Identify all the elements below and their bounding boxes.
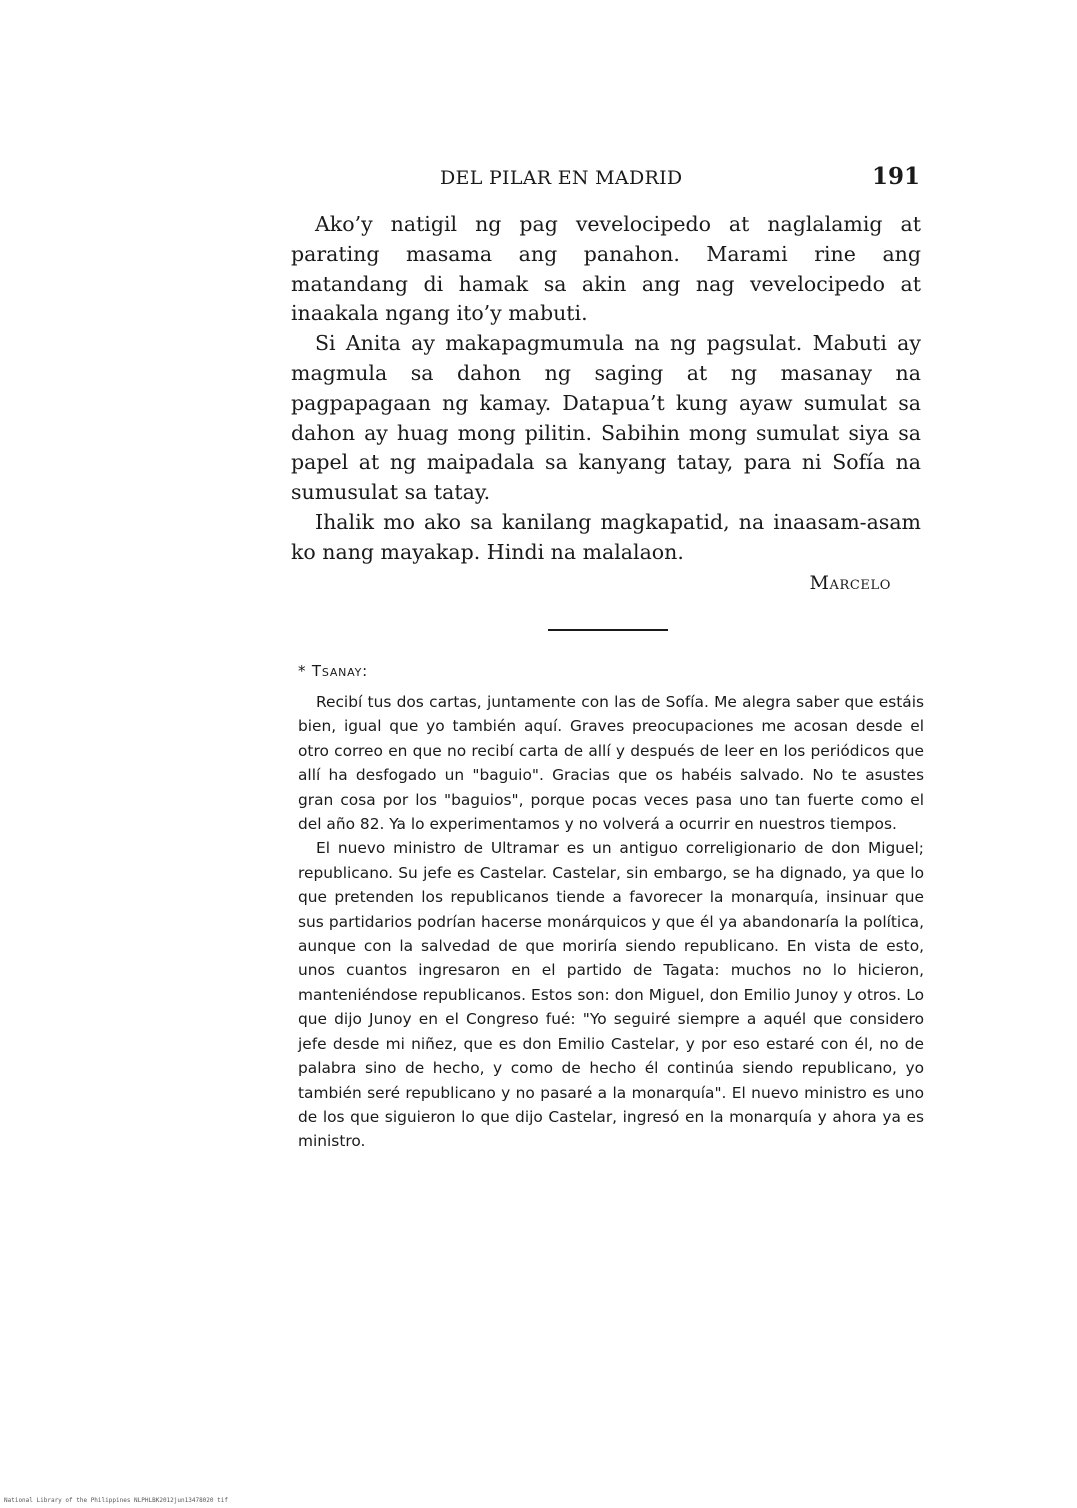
footnote-paragraph: El nuevo ministro de Ultramar es un antiguo correligionario de don Miguel; republicano. Su jefe es Castelar. Castelar, sin embargo, se ha dignado, ya que lo que pretenden los republicanos tiende a favorecer la monarquía, insinuar que sus partidarios podrían hacerse monárquicos y que él ya abandonaría la política, aunque con la salvedad de que moriría siendo republicano. En vista de esto, unos cuantos ingresaron en el partido de Tagata: muchos no lo hicieron, manteniéndose republicanos. Estos son: don Miguel, don Emilio Junoy y otros. Lo que dijo Junoy en el Congreso fué: "Yo seguiré siempre a aquél que considero jefe desde mi niñez, que es don Emilio Castelar, y por eso estaré con él, no de palabra sino de hecho, y como de hecho él continúa siendo republicano, yo también seré republicano y no pasaré a la monarquía". El nuevo ministro es uno de los que siguieron lo que dijo Castelar, ingresó en la monarquía y ahora ya es ministro. (298, 839, 924, 1151)
section-divider (548, 629, 668, 631)
scan-credit: National Library of the Philippines NLPHLBK2012jun13478020 tif (4, 1497, 228, 1504)
footnote-paragraph: Recibí tus dos cartas, juntamente con las de Sofía. Me alegra saber que estáis bien, igual que yo también aquí. Graves preocupaciones me acosan desde el otro correo en que no recibí carta de allí y después de leer en los periódicos que allí ha desfogado un "baguio". Gracias que os habéis salvado. No te asustes gran cosa por los "baguios", porque pocas veces pasa uno tan fuerte como el del año 82. Ya lo experimentamos y no volverá a ocurrir en nuestros tiempos. (298, 693, 924, 834)
page-number: 191 (871, 163, 920, 190)
running-title: DEL PILAR EN MADRID (440, 167, 683, 189)
letter-body (291, 210, 921, 568)
letter-paragraph: Si Anita ay makapagmumula na ng pagsulat. Mabuti ay magmula sa dahon ng saging at ng masanay na pagpapagaan ng kamay. Datapua’t kung ayaw sumulat sa dahon ay huag mong pilitin. Sabihin mong sumulat siya sa papel at ng maipadala sa kanyang tatay, para ni Sofía na sumusulat sa tatay. (291, 331, 921, 505)
letter-signature: Marcelo (809, 572, 891, 594)
running-head (290, 163, 920, 195)
footnote-heading: * Tsanay: (298, 662, 369, 680)
letter-paragraph: Ako’y natigil ng pag vevelocipedo at naglalamig at parating masama ang panahon. Marami rine ang matandang di hamak sa akin ang nag vevelocipedo at inaakala ngang ito’y mabuti. (291, 212, 921, 326)
letter-paragraph: Ihalik mo ako sa kanilang magkapatid, na inaasam-asam ko nang mayakap. Hindi na malalaon. (291, 509, 921, 564)
footnote-translation (298, 662, 924, 1154)
